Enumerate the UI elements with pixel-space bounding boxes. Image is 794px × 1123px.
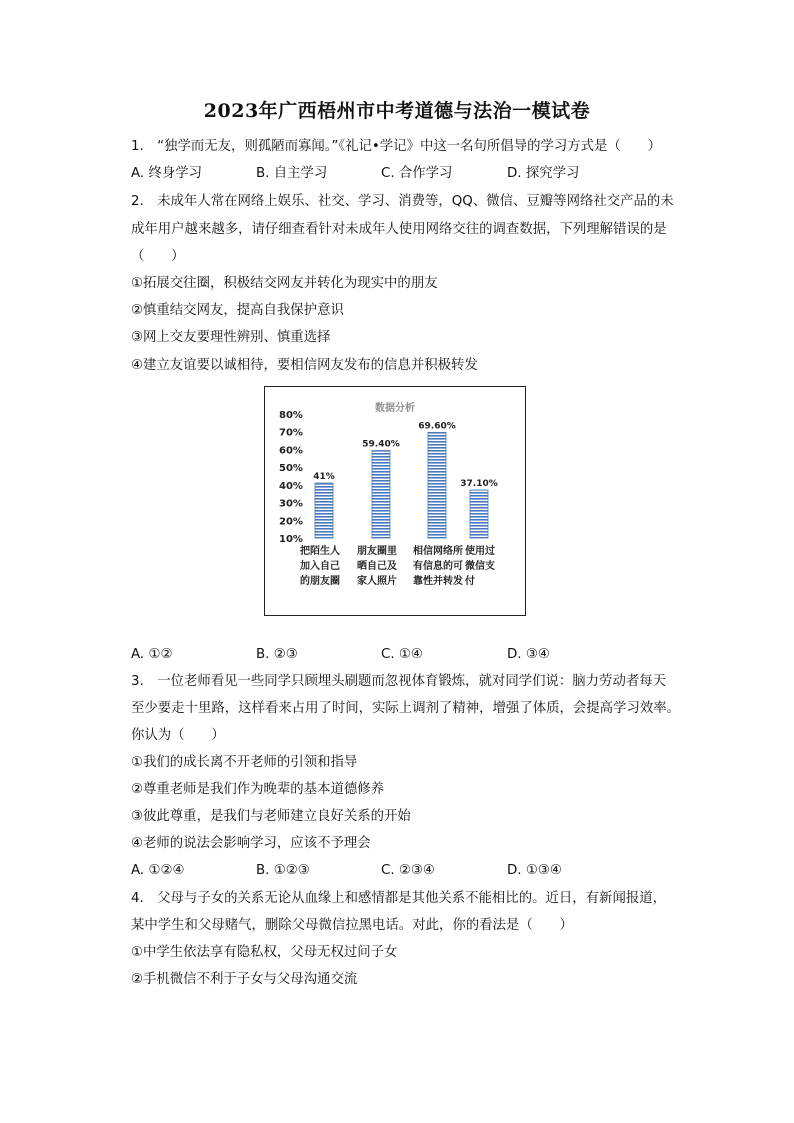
q2-option-b[interactable]: B. ②③ — [256, 647, 298, 662]
q4-statement-2: ②手机微信不利于子女与父母沟通交流 — [131, 972, 358, 987]
category-label: 家人照片 — [357, 576, 397, 587]
category-label: 晒自己及 — [357, 561, 397, 572]
q3-statement-4: ④老师的说法会影响学习，应该不予理会 — [131, 836, 371, 851]
survey-bar-chart — [264, 386, 526, 616]
q1-option-a[interactable]: A. 终身学习 — [131, 166, 202, 181]
page-title: 2023年广西梧州市中考道德与法治一模试卷 — [203, 100, 591, 122]
q2-option-d[interactable]: D. ③④ — [507, 647, 550, 662]
category-label: 把陌生人 — [300, 546, 340, 557]
category-label: 加入自己 — [300, 561, 340, 572]
q3-stem-line-2: 至少要走十里路，这样看来占用了时间，实际上调剂了精神，增强了体质，会提高学习效率。 — [131, 701, 681, 716]
category-label: 有信息的可 — [413, 561, 463, 572]
q3-statement-1: ①我们的成长离不开老师的引领和指导 — [131, 755, 358, 770]
q2-statement-2: ②慎重结交网友，提高自我保护意识 — [131, 303, 344, 318]
y-tick-label: 30% — [279, 498, 303, 510]
y-tick-label: 80% — [279, 410, 303, 421]
q3-stem-line-1: 3. 一位老师看见一些同学只顾埋头刷题而忽视体育锻炼，就对同学们说：脑力劳动者每天 — [131, 674, 667, 689]
q2-option-c[interactable]: C. ①④ — [381, 647, 423, 662]
q1-option-c[interactable]: C. 合作学习 — [381, 166, 453, 181]
category-label: 的朋友圈 — [300, 576, 340, 587]
category-label: 朋友圈里 — [357, 546, 397, 557]
q2-stem-line-3: （ ） — [131, 249, 185, 264]
q1-stem: 1. “独学而无友，则孤陋而寡闻。”《礼记•学记》中这一名句所倡导的学习方式是（ ） — [131, 139, 661, 154]
q2-stem-line-2: 成年用户越来越多，请仔细查看针对未成年人使用网络交往的调查数据，下列理解错误的是 — [131, 222, 667, 237]
q3-statement-2: ②尊重老师是我们作为晚辈的基本道德修养 — [131, 782, 385, 797]
q4-stem-line-2: 某中学生和父母赌气，删除父母微信拉黑电话。对此，你的看法是（ ） — [131, 918, 573, 933]
category-label: 相信网络所 — [413, 546, 463, 557]
q3-option-b[interactable]: B. ①②③ — [256, 863, 310, 878]
bar — [315, 483, 333, 538]
bar-value-label: 41% — [313, 472, 335, 483]
category-label: 靠性并转发 — [413, 576, 463, 587]
q3-statement-3: ③彼此尊重，是我们与老师建立良好关系的开始 — [131, 809, 411, 824]
bar-value-label: 69.60% — [418, 421, 456, 432]
y-tick-label: 20% — [279, 516, 303, 528]
q3-option-c[interactable]: C. ②③④ — [381, 863, 435, 878]
bar-value-label: 37.10% — [460, 478, 498, 489]
category-label: 付 — [465, 576, 475, 587]
q3-option-a[interactable]: A. ①②④ — [131, 863, 185, 878]
bar-value-label: 59.40% — [362, 439, 400, 450]
q3-option-d[interactable]: D. ①③④ — [507, 863, 562, 878]
category-label: 微信支 — [465, 561, 495, 572]
chart-title: 数据分析 — [375, 403, 415, 414]
y-tick-label: 10% — [279, 534, 303, 545]
category-label: 使用过 — [465, 546, 495, 557]
q3-stem-line-3: 你认为（ ） — [131, 728, 225, 743]
q4-statement-1: ①中学生依法享有隐私权，父母无权过问子女 — [131, 945, 398, 960]
bar — [372, 450, 390, 538]
bar — [428, 432, 446, 538]
q2-option-a[interactable]: A. ①② — [131, 647, 173, 662]
y-tick-label: 60% — [279, 445, 303, 457]
y-tick-label: 50% — [279, 463, 303, 475]
q2-statement-1: ①拓展交往圈，积极结交网友并转化为现实中的朋友 — [131, 276, 438, 291]
q2-stem-line-1: 2. 未成年人常在网络上娱乐、社交、学习、消费等，QQ、微信、豆瓣等网络社交产品的未 — [131, 194, 674, 209]
chart-canvas — [265, 387, 525, 615]
bar — [470, 490, 488, 538]
q2-statement-3: ③网上交友要理性辨别、慎重选择 — [131, 330, 331, 345]
q1-option-b[interactable]: B. 自主学习 — [256, 166, 328, 181]
q1-option-d[interactable]: D. 探究学习 — [507, 166, 580, 181]
y-tick-label: 40% — [279, 480, 303, 492]
q2-statement-4: ④建立友谊要以诚相待，要相信网友发布的信息并积极转发 — [131, 358, 478, 373]
y-tick-label: 70% — [279, 427, 303, 439]
q4-stem-line-1: 4. 父母与子女的关系无论从血缘上和感情都是其他关系不能相比的。近日，有新闻报道， — [131, 891, 667, 906]
